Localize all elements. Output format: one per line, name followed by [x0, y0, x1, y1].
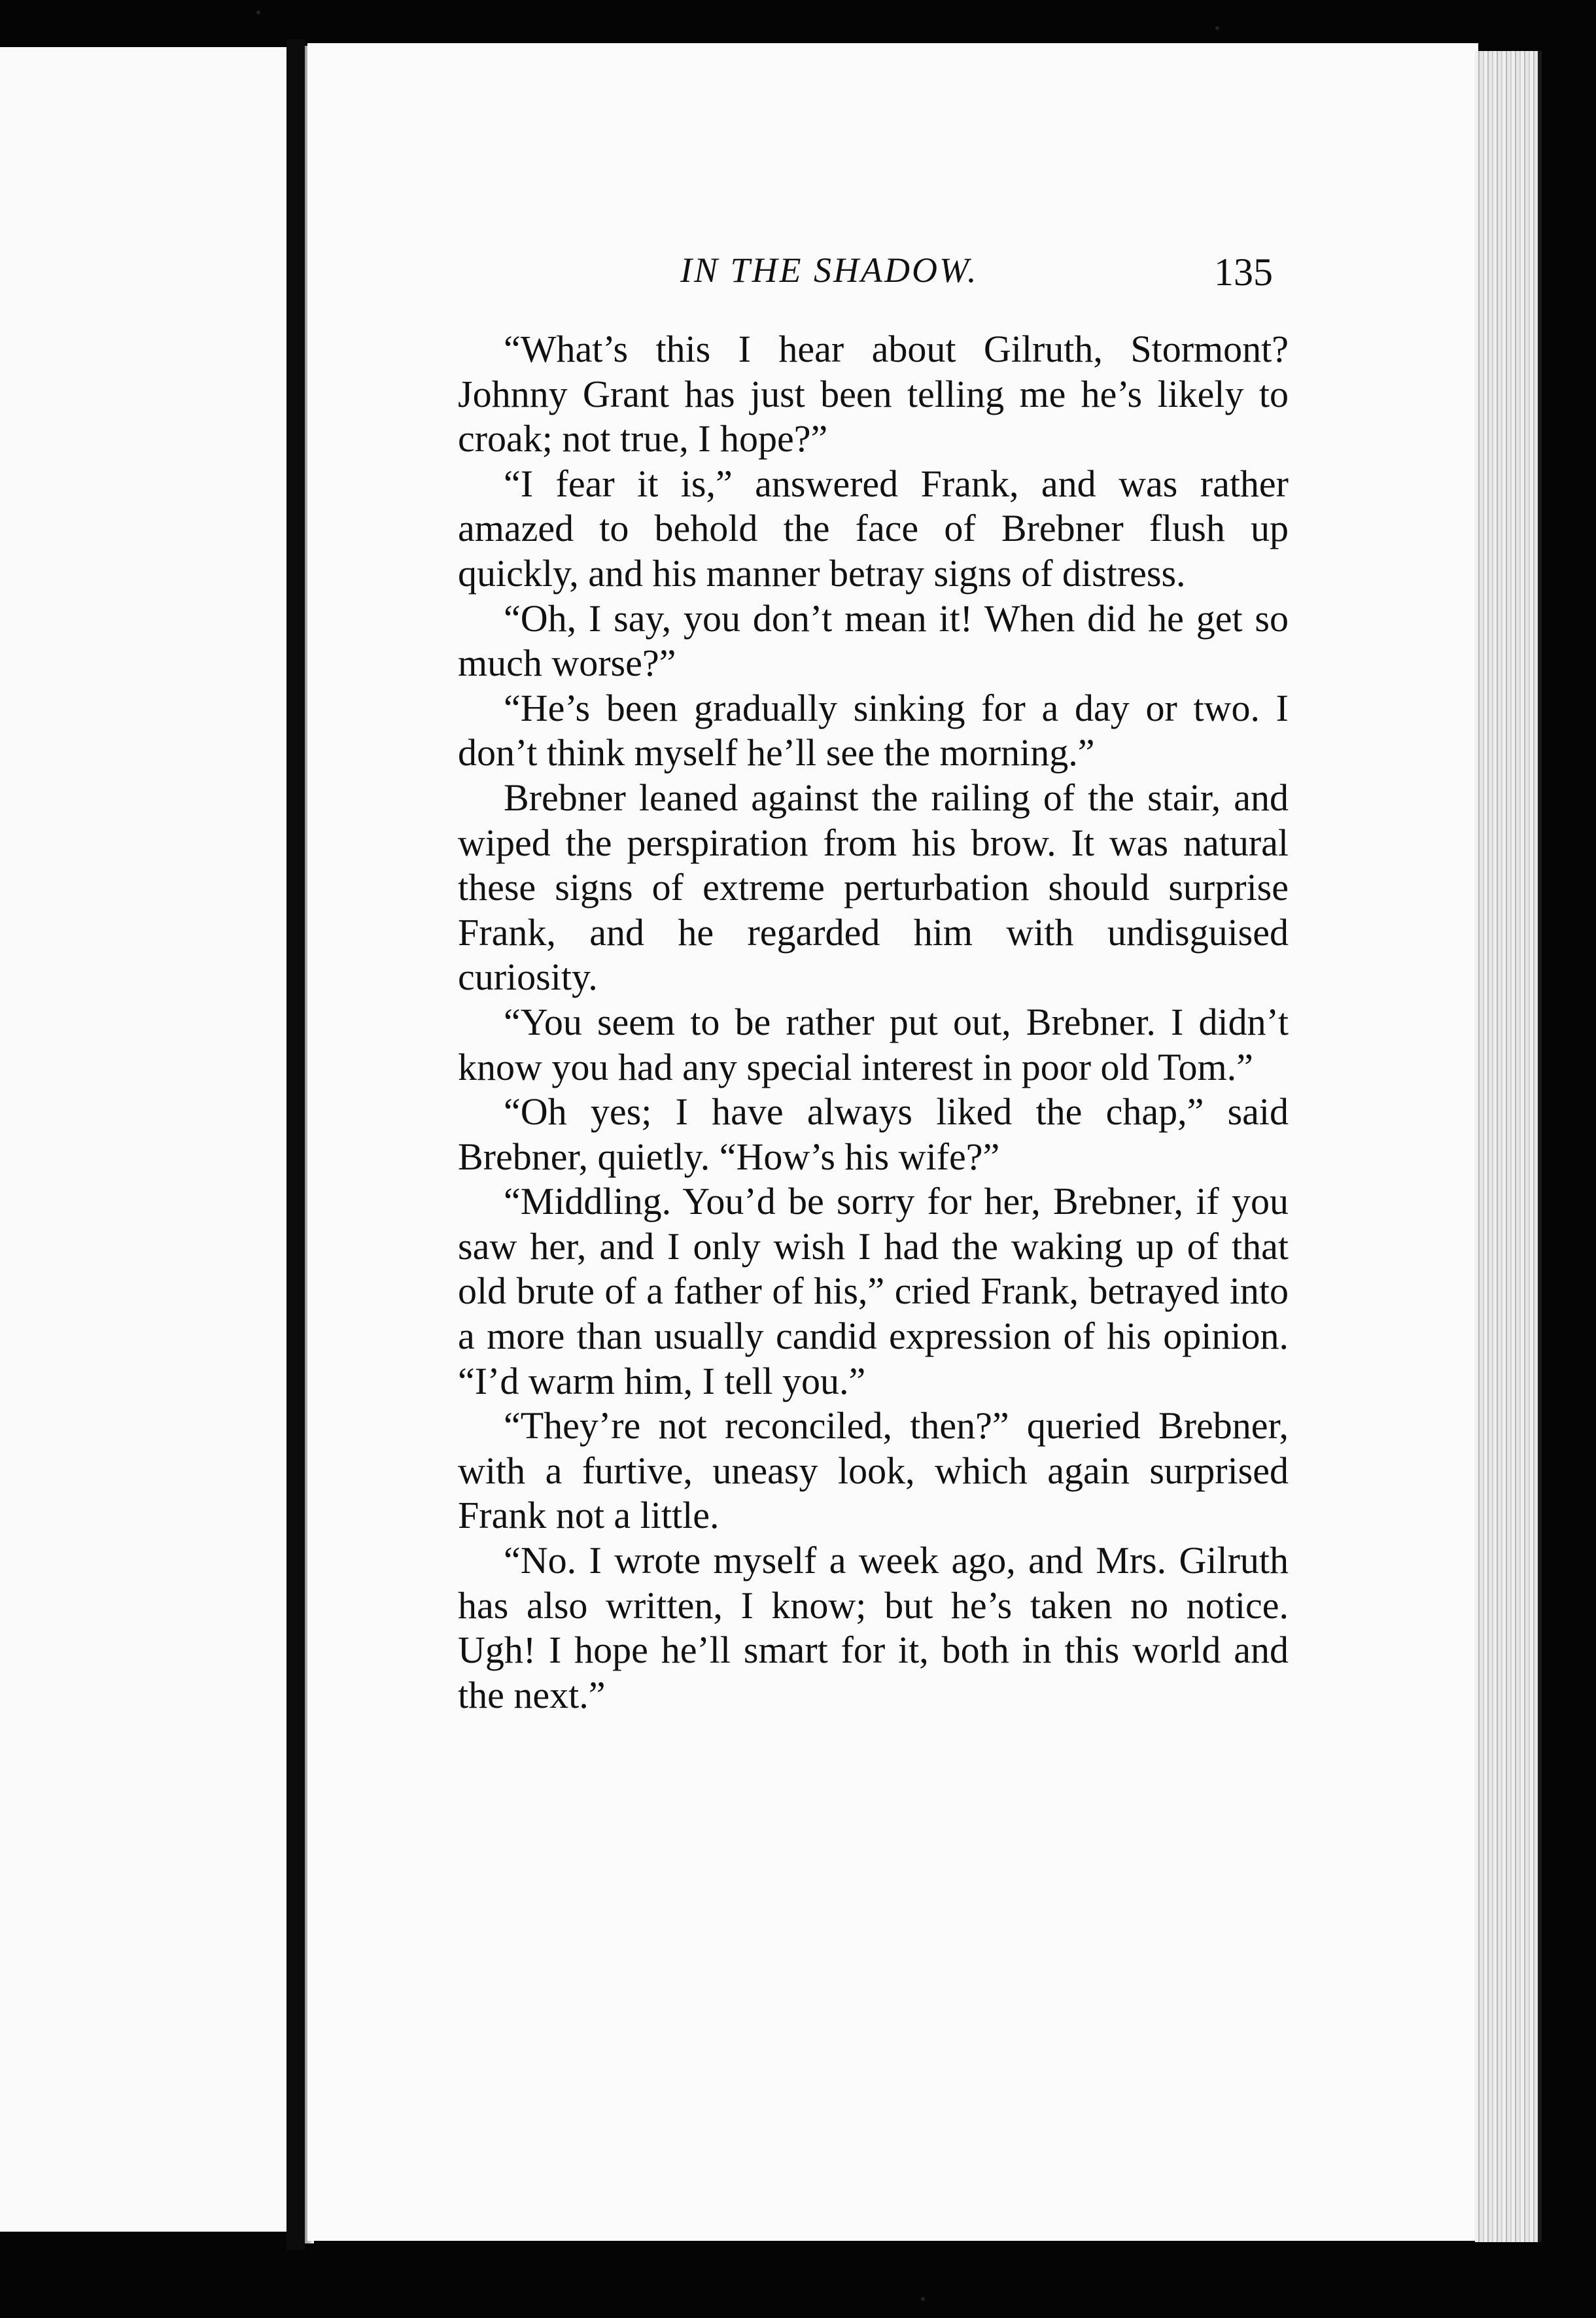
facing-page [0, 47, 286, 2232]
paragraph: “He’s been gradually sinking for a day or two. I don’t think myself he’ll see the morning.” [458, 686, 1289, 774]
page-body-text [458, 327, 1289, 1718]
page-edges [1475, 51, 1542, 2242]
page-number: 135 [1214, 251, 1273, 294]
scan-speck [921, 2297, 925, 2301]
book-gutter [286, 39, 305, 2250]
paragraph: “You seem to be rather put out, Brebner. I didn’t know you had any special interest in poor old Tom.” [458, 1000, 1289, 1088]
scan-speck [1215, 26, 1219, 30]
running-head: IN THE SHADOW. [680, 251, 979, 290]
paragraph: “Middling. You’d be sorry for her, Brebner, if you saw her, and I only wish I had the waking up of that old brute of a father of his,” cried Frank, betrayed into a more than usually candid expression of his opinion. “I’d warm him, I tell you.” [458, 1180, 1289, 1402]
paragraph: “Oh, I say, you don’t mean it! When did he get so much worse?” [458, 597, 1289, 685]
scan-speck [256, 10, 260, 14]
paragraph: Brebner leaned against the railing of the stair, and wiped the perspiration from his brow. It was natural these signs of extreme perturbation should surprise Frank, and he regarded him with undisguised curiosity. [458, 776, 1289, 999]
paragraph: “No. I wrote myself a week ago, and Mrs. Gilruth has also written, I know; but he’s taken no notice. Ugh! I hope he’ll smart for it, both in this world and the next.” [458, 1539, 1289, 1716]
paragraph: “What’s this I hear about Gilruth, Stormont? Johnny Grant has just been telling me he’s likely to croak; not true, I hope?” [458, 328, 1289, 460]
paragraph: “I fear it is,” answered Frank, and was rather amazed to behold the face of Brebner flush up quickly, and his manner betray signs of distress. [458, 462, 1289, 595]
paragraph: “Oh yes; I have always liked the chap,” said Brebner, quietly. “How’s his wife?” [458, 1090, 1289, 1178]
paragraph: “They’re not reconciled, then?” queried Brebner, with a furtive, uneasy look, which again surprised Frank not a little. [458, 1404, 1289, 1537]
